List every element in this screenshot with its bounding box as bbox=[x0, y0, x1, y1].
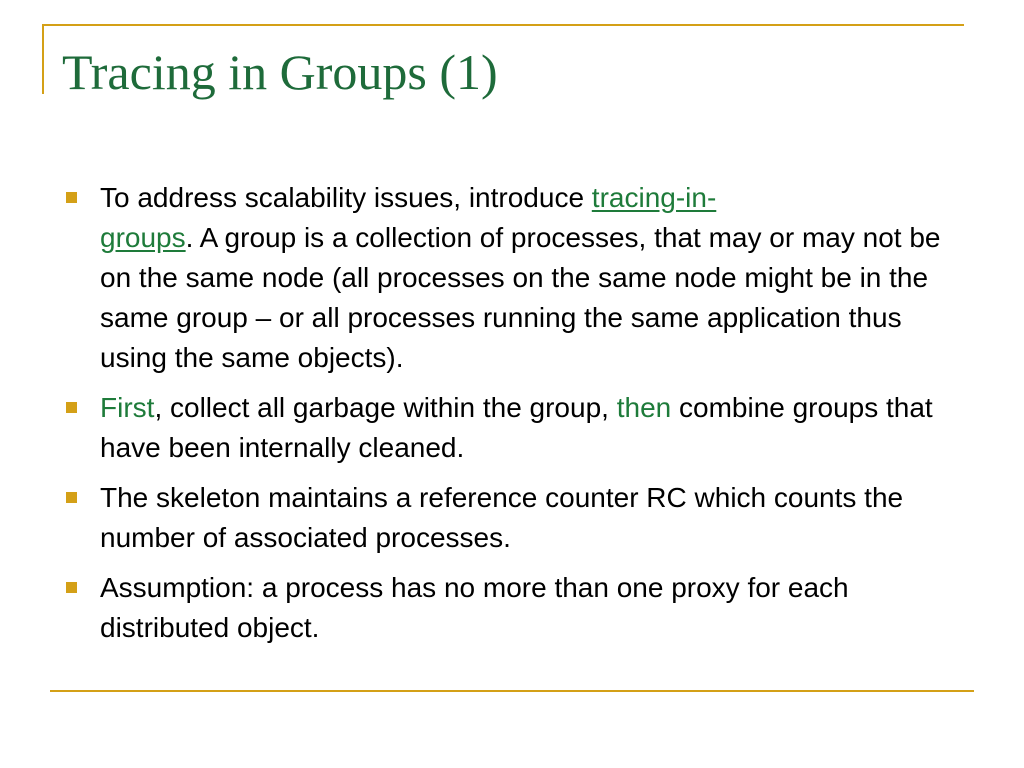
bullet-item-scalability bbox=[62, 178, 962, 378]
slide-title: Tracing in Groups (1) bbox=[62, 44, 498, 100]
bullet-text: Assumption: a process has no more than one proxy for each distributed object. bbox=[100, 572, 849, 643]
then-keyword: then bbox=[616, 392, 672, 423]
top-rule bbox=[42, 24, 964, 26]
bullet-text: combine groups that have been internally cleaned. bbox=[100, 392, 933, 463]
bullet-item-first-then bbox=[62, 388, 962, 468]
bullet-text: . A group is a collection of processes, that may or may not be on the same node (all processes on the same node might be in the same group – or all processes running the same application thus using the same objects). bbox=[100, 222, 941, 373]
bottom-rule bbox=[50, 690, 974, 692]
square-bullet-icon bbox=[66, 402, 77, 413]
bullet-item-skeleton bbox=[62, 478, 962, 558]
square-bullet-icon bbox=[66, 192, 77, 203]
bullet-text: To address scalability issues, introduce bbox=[100, 182, 592, 213]
bullet-text: The skeleton maintains a reference counter RC which counts the number of associated processes. bbox=[100, 482, 904, 553]
first-keyword: First bbox=[100, 392, 155, 423]
link-text-part-2: groups bbox=[100, 222, 186, 253]
link-text-part-1: tracing-in- bbox=[591, 182, 717, 213]
bullet-list bbox=[62, 178, 962, 658]
square-bullet-icon bbox=[66, 582, 77, 593]
square-bullet-icon bbox=[66, 492, 77, 503]
left-rule bbox=[42, 24, 44, 94]
bullet-text: , collect all garbage within the group, bbox=[154, 392, 617, 423]
bullet-item-assumption bbox=[62, 568, 962, 648]
